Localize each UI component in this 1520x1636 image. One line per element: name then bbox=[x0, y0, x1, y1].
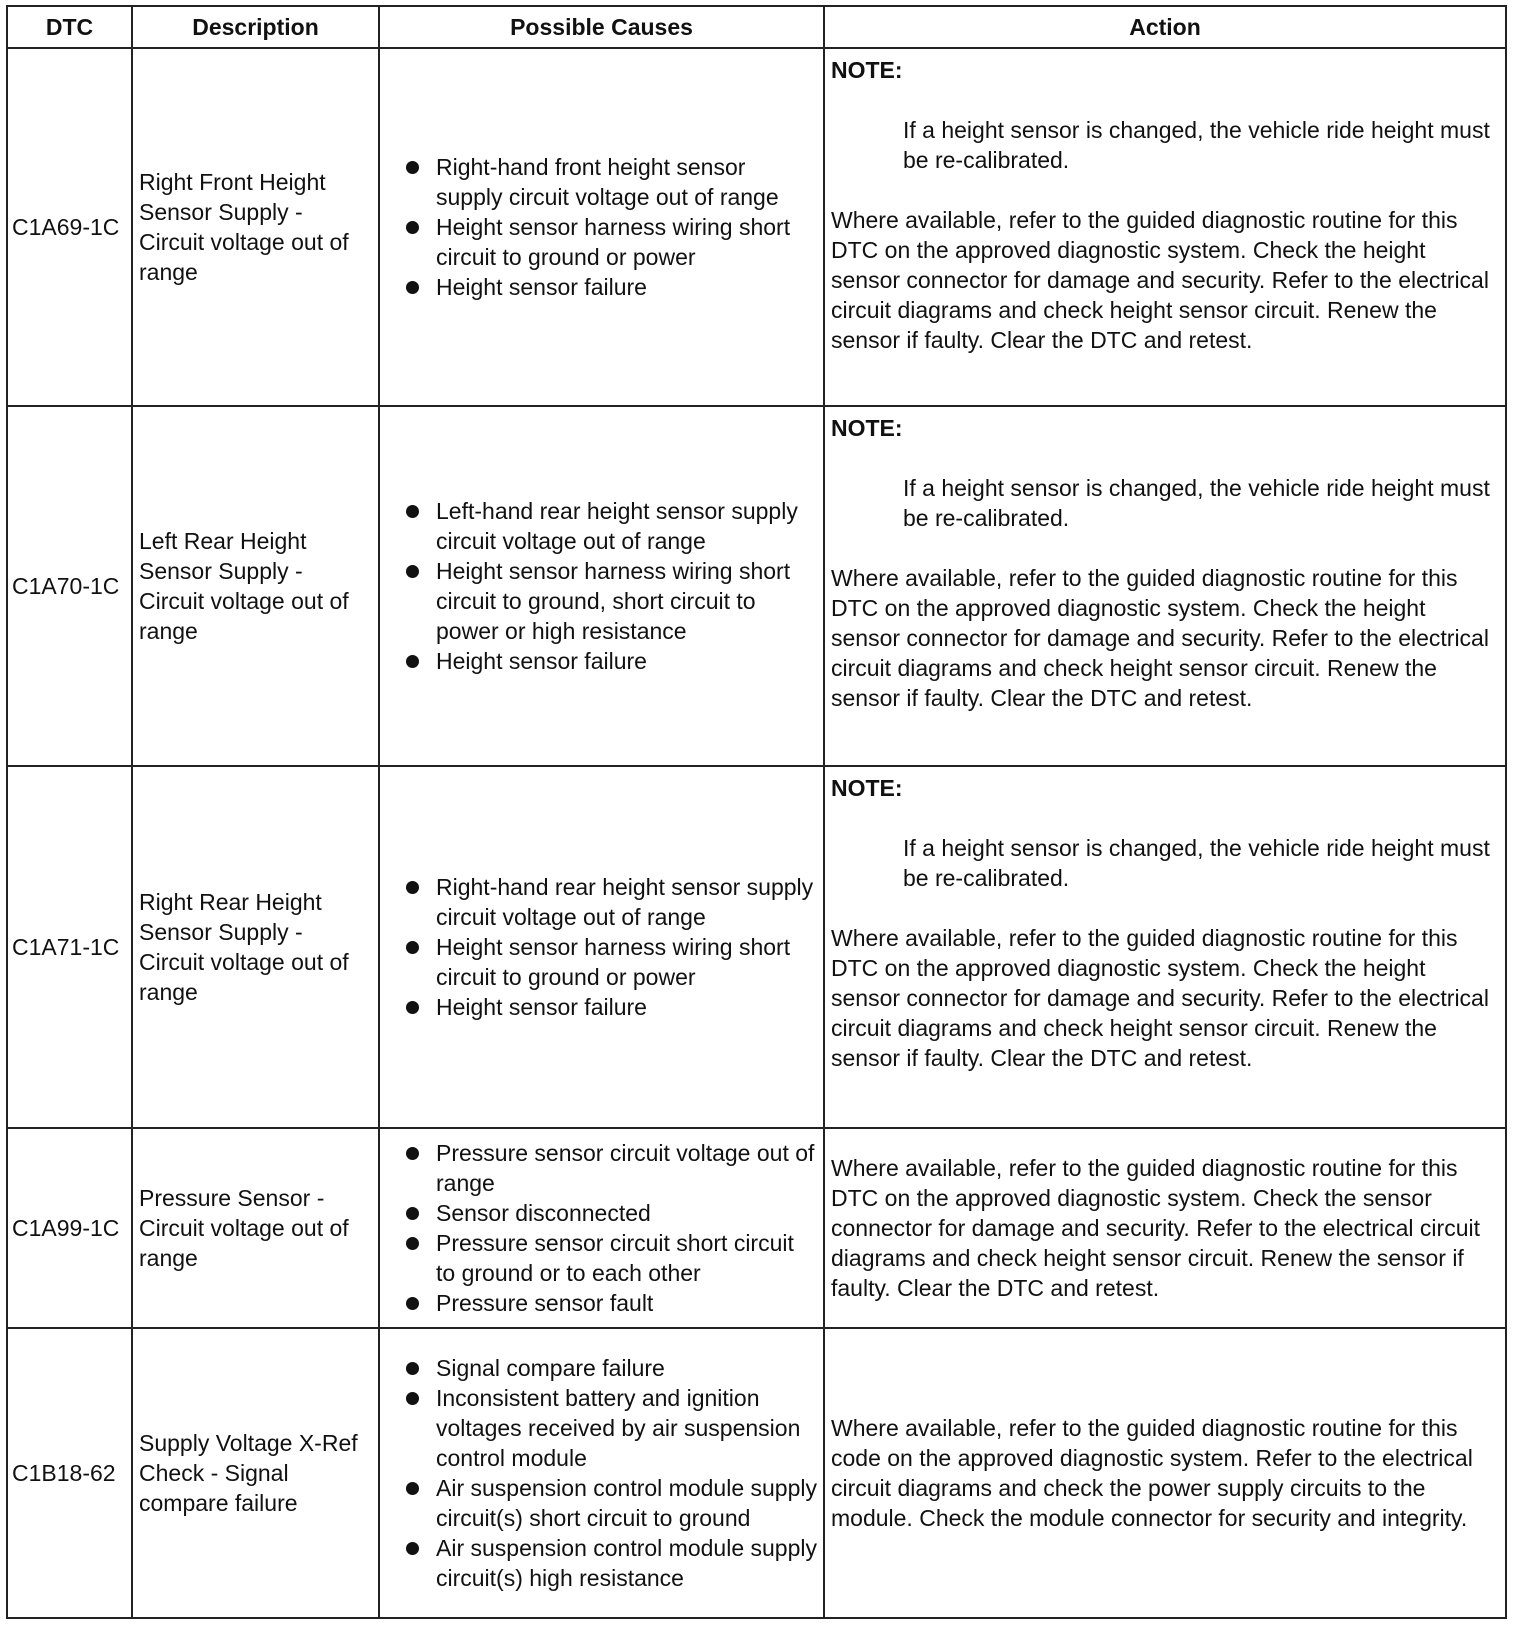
note-body: If a height sensor is changed, the vehicle ride height must be re-calibrated. bbox=[903, 117, 1490, 173]
table-row bbox=[7, 48, 1506, 406]
action-text: Where available, refer to the guided diagnostic routine for this code on the approved diagnostic system. Refer to the electrical circuit diagrams and check the power supply circuits to the module. Check the module connector for security and integrity. bbox=[831, 1415, 1473, 1531]
possible-causes bbox=[379, 48, 824, 406]
header-action: Action bbox=[824, 6, 1506, 48]
header-dtc: DTC bbox=[7, 6, 132, 48]
cause-item: Height sensor failure bbox=[436, 646, 817, 676]
note-title: NOTE: bbox=[831, 415, 903, 441]
dtc-description: Left Rear Height Sensor Supply - Circuit voltage out of range bbox=[132, 406, 379, 766]
dtc-code: C1B18-62 bbox=[7, 1328, 132, 1618]
header-possible-causes: Possible Causes bbox=[379, 6, 824, 48]
dtc-description: Right Front Height Sensor Supply - Circuit voltage out of range bbox=[132, 48, 379, 406]
cause-item: Height sensor failure bbox=[436, 272, 817, 302]
dtc-code: C1A99-1C bbox=[7, 1128, 132, 1328]
dtc-description: Pressure Sensor - Circuit voltage out of range bbox=[132, 1128, 379, 1328]
table-row bbox=[7, 766, 1506, 1128]
possible-causes bbox=[379, 1328, 824, 1618]
action-cell bbox=[824, 48, 1506, 406]
possible-causes bbox=[379, 766, 824, 1128]
note-body: If a height sensor is changed, the vehicle ride height must be re-calibrated. bbox=[903, 475, 1490, 531]
table-row bbox=[7, 1328, 1506, 1618]
header-description: Description bbox=[132, 6, 379, 48]
dtc-table bbox=[6, 5, 1507, 1619]
note-title: NOTE: bbox=[831, 57, 903, 83]
dtc-code: C1A71-1C bbox=[7, 766, 132, 1128]
header-row bbox=[7, 6, 1506, 48]
causes-list bbox=[386, 152, 817, 302]
possible-causes bbox=[379, 406, 824, 766]
action-cell bbox=[824, 406, 1506, 766]
dtc-code: C1A70-1C bbox=[7, 406, 132, 766]
causes-list bbox=[386, 496, 817, 676]
cause-item: Inconsistent battery and ignition voltages received by air suspension control module bbox=[436, 1383, 817, 1473]
dtc-description: Supply Voltage X-Ref Check - Signal compare failure bbox=[132, 1328, 379, 1618]
cause-item: Pressure sensor circuit short circuit to ground or to each other bbox=[436, 1228, 817, 1288]
causes-list bbox=[386, 872, 817, 1022]
action-text: Where available, refer to the guided diagnostic routine for this DTC on the approved diagnostic system. Check the height sensor connector for damage and security. Refer to the electrical circuit diagrams and check height sensor circuit. Renew the sensor if faulty. Clear the DTC and retest. bbox=[831, 207, 1489, 353]
table-row bbox=[7, 1128, 1506, 1328]
cause-item: Pressure sensor fault bbox=[436, 1288, 817, 1318]
action-cell bbox=[824, 1128, 1506, 1328]
note-title: NOTE: bbox=[831, 775, 903, 801]
cause-item: Right-hand front height sensor supply circuit voltage out of range bbox=[436, 152, 817, 212]
cause-item: Sensor disconnected bbox=[436, 1198, 817, 1228]
dtc-code: C1A69-1C bbox=[7, 48, 132, 406]
cause-item: Left-hand rear height sensor supply circuit voltage out of range bbox=[436, 496, 817, 556]
cause-item: Pressure sensor circuit voltage out of range bbox=[436, 1138, 817, 1198]
cause-item: Height sensor failure bbox=[436, 992, 817, 1022]
note-body: If a height sensor is changed, the vehicle ride height must be re-calibrated. bbox=[903, 835, 1490, 891]
action-text: Where available, refer to the guided diagnostic routine for this DTC on the approved diagnostic system. Check the height sensor connector for damage and security. Refer to the electrical circuit diagrams and check height sensor circuit. Renew the sensor if faulty. Clear the DTC and retest. bbox=[831, 565, 1489, 711]
action-cell bbox=[824, 1328, 1506, 1618]
cause-item: Right-hand rear height sensor supply circuit voltage out of range bbox=[436, 872, 817, 932]
causes-list bbox=[386, 1353, 817, 1593]
cause-item: Height sensor harness wiring short circuit to ground, short circuit to power or high resistance bbox=[436, 556, 817, 646]
cause-item: Height sensor harness wiring short circuit to ground or power bbox=[436, 212, 817, 272]
dtc-description: Right Rear Height Sensor Supply - Circuit voltage out of range bbox=[132, 766, 379, 1128]
action-text: Where available, refer to the guided diagnostic routine for this DTC on the approved diagnostic system. Check the sensor connector for damage and security. Refer to the electrical circuit diagrams and check height sensor circuit. Renew the sensor if faulty. Clear the DTC and retest. bbox=[831, 1155, 1480, 1301]
action-cell bbox=[824, 766, 1506, 1128]
action-text: Where available, refer to the guided diagnostic routine for this DTC on the approved diagnostic system. Check the height sensor connector for damage and security. Refer to the electrical circuit diagrams and check height sensor circuit. Renew the sensor if faulty. Clear the DTC and retest. bbox=[831, 925, 1489, 1071]
cause-item: Air suspension control module supply circuit(s) high resistance bbox=[436, 1535, 817, 1591]
cause-item: Height sensor harness wiring short circuit to ground or power bbox=[436, 932, 817, 992]
causes-list bbox=[386, 1138, 817, 1318]
table-row bbox=[7, 406, 1506, 766]
cause-item: Signal compare failure bbox=[436, 1353, 817, 1383]
cause-item: Air suspension control module supply circuit(s) short circuit to ground bbox=[436, 1475, 817, 1531]
possible-causes bbox=[379, 1128, 824, 1328]
